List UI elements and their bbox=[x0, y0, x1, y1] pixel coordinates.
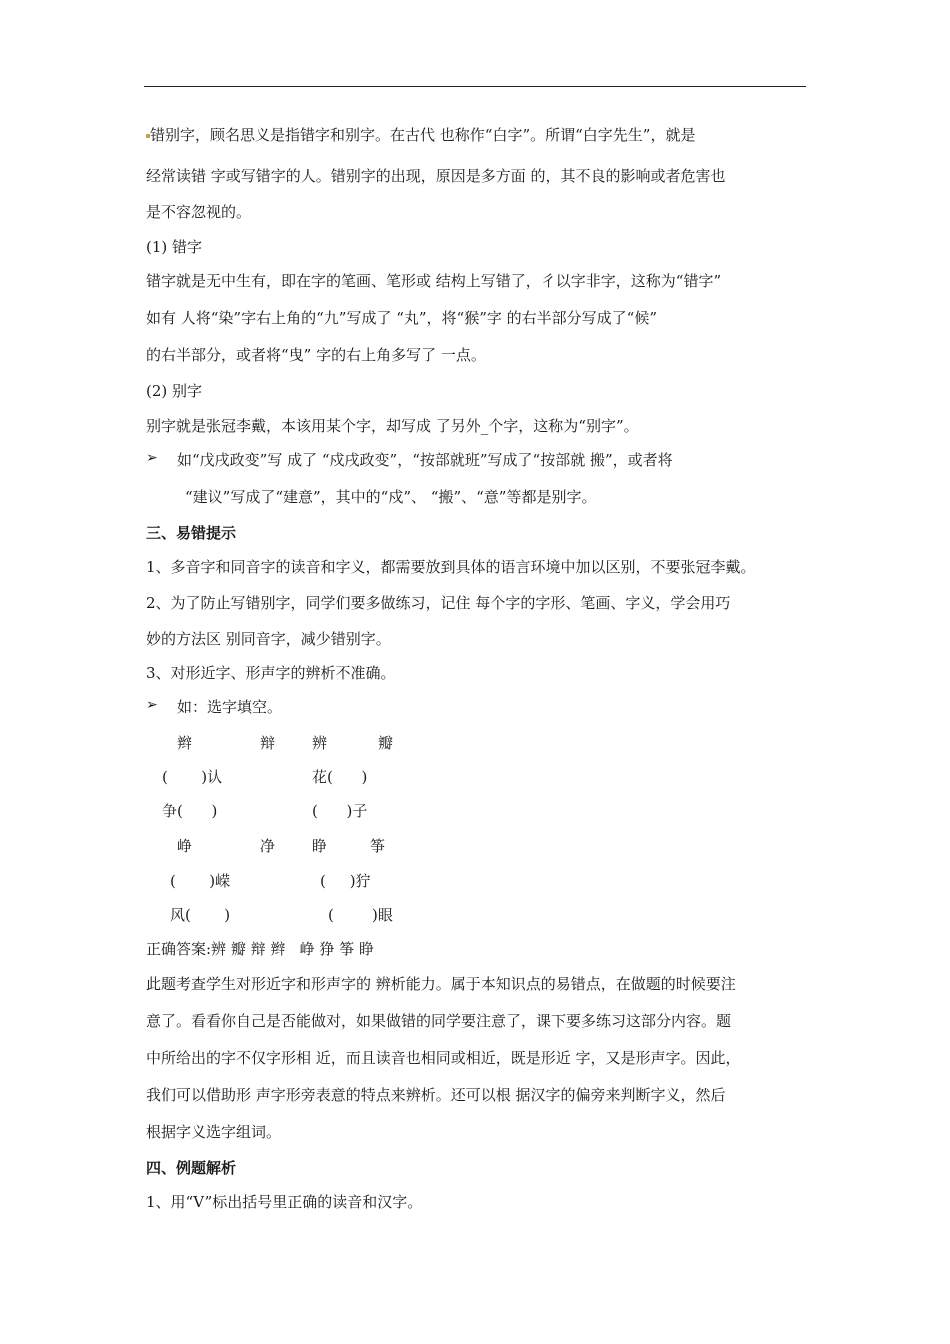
analysis-line-5: 根据字义选字组词。 bbox=[146, 1123, 282, 1141]
char-option: 净 bbox=[260, 837, 276, 855]
section2-line-2: 如“戊戌政变”写 成了 “戍戌政变”，“按部就班”写成了“按部就 搬”，或者将 bbox=[177, 451, 673, 469]
bullet-arrow-icon: ➢ bbox=[146, 697, 158, 713]
header-rule bbox=[144, 86, 806, 87]
char-option: 瓣 bbox=[378, 734, 394, 752]
analysis-line-3: 中所给出的字不仅字形相 近，而且读音也相同或相近，既是形近 字，又是形声字。因此， bbox=[146, 1049, 741, 1067]
section3-item-2b: 妙的方法区 别同音字，减少错别字。 bbox=[146, 630, 391, 648]
section2-line-3: “建议”写成了“建意”，其中的“戍”、 “搬”、“意”等都是别字。 bbox=[185, 488, 597, 506]
fill-blank: ( )眼 bbox=[328, 906, 393, 924]
char-option: 睁 bbox=[312, 837, 328, 855]
char-option: 峥 bbox=[177, 837, 193, 855]
section3-item-3: 3、对形近字、形声字的辨析不准确。 bbox=[146, 664, 396, 682]
intro-line-1: 错别字，顾名思义是指错字和别字。在古代 也称作“白字”。所谓“白字先生”，就是 bbox=[146, 125, 695, 145]
analysis-line-4: 我们可以借助形 声字形旁表意的特点来辨析。还可以根 据汉字的偏旁来判断字义，然后 bbox=[146, 1086, 726, 1104]
analysis-line-2: 意了。看看你自己是否能做对，如果做错的同学要注意了，课下要多练习这部分内容。题 bbox=[146, 1012, 732, 1030]
char-option: 辨 bbox=[312, 734, 328, 752]
char-option: 辫 bbox=[177, 734, 193, 752]
section1-heading: (1) 错字 bbox=[146, 238, 203, 256]
intro-line-3: 是不容忽视的。 bbox=[146, 203, 252, 221]
section3-heading: 三、易错提示 bbox=[146, 524, 237, 542]
intro-line-2: 经常读错 字或写错字的人。错别字的出现，原因是多方面 的，其不良的影响或者危害也 bbox=[146, 167, 726, 185]
analysis-line-1: 此题考查学生对形近字和形声字的 辨析能力。属于本知识点的易错点，在做题的时候要注 bbox=[146, 975, 736, 993]
section2-line-1: 别字就是张冠李戴，本该用某个字，却写成 了另外_个字，这称为“别字”。 bbox=[146, 417, 639, 435]
fill-blank: ( )狞 bbox=[320, 872, 371, 890]
section3-item-1: 1、多音字和同音字的读音和字义，都需要放到具体的语言环境中加以区别，不要张冠李戴。 bbox=[146, 558, 756, 576]
section1-line-3: 的右半部分，或者将“曳” 字的右上角多写了 一点。 bbox=[146, 346, 486, 364]
answer-line: 正确答案:辨 瓣 辩 辫 峥 狰 筝 睁 bbox=[146, 940, 374, 958]
bullet-arrow-icon: ➢ bbox=[146, 450, 158, 466]
section1-line-2: 如有 人将“染”字右上角的“九”写成了 “丸”，将“猴”字 的右半部分写成了“候” bbox=[146, 309, 657, 327]
fill-blank: 争( ) bbox=[162, 802, 218, 820]
fill-blank: ( )子 bbox=[312, 802, 368, 820]
section1-line-1: 错字就是无中生有，即在字的笔画、笔形或 结构上写错了，彳以字非字，这称为“错字” bbox=[146, 272, 722, 290]
section2-heading: (2) 别字 bbox=[146, 382, 203, 400]
fill-blank: ( )嵘 bbox=[170, 872, 231, 890]
fill-blank: ( )认 bbox=[162, 768, 223, 786]
fill-blank: 风( ) bbox=[170, 906, 231, 924]
char-option: 辩 bbox=[260, 734, 276, 752]
section3-item-2a: 2、为了防止写错别字，同学们要多做练习，记住 每个字的字形、笔画、字义，学会用巧 bbox=[146, 594, 731, 612]
section4-heading: 四、例题解析 bbox=[146, 1159, 237, 1177]
char-option: 筝 bbox=[370, 837, 386, 855]
section4-item-1: 1、用“V”标出括号里正确的读音和汉字。 bbox=[146, 1193, 423, 1211]
fill-blank: 花( ) bbox=[312, 768, 368, 786]
section3-example: 如：选字填空。 bbox=[177, 698, 283, 716]
